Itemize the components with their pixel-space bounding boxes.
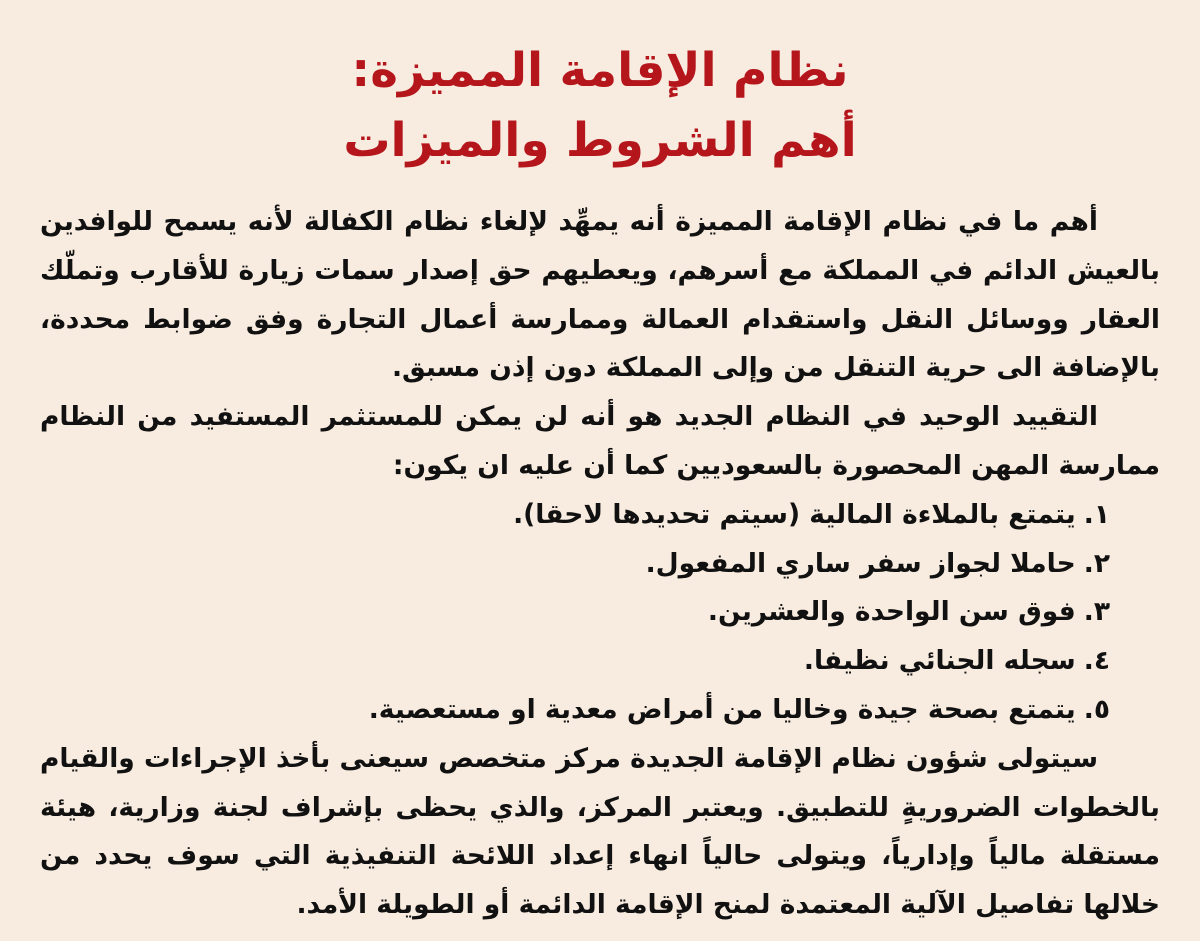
condition-text: يتمتع بالملاءة المالية (سيتم تحديدها لاحقا). <box>513 498 1076 530</box>
condition-number: ٢. <box>1083 547 1110 579</box>
condition-text: حاملا لجواز سفر ساري المفعول. <box>645 547 1076 579</box>
condition-text: فوق سن الواحدة والعشرين. <box>707 596 1076 628</box>
condition-number: ٥. <box>1083 693 1110 725</box>
condition-item-3 <box>40 588 1110 637</box>
condition-number: ٣. <box>1083 596 1110 628</box>
title-block <box>40 36 1160 176</box>
condition-number: ١. <box>1083 498 1110 530</box>
condition-number: ٤. <box>1083 645 1110 677</box>
title-line-2: أهم الشروط والميزات <box>343 113 857 168</box>
closing-paragraph: سيتولى شؤون نظام الإقامة الجديدة مركز متخصص سيعنى بأخذ الإجراءات والقيام بالخطوات الضروريةٍ للتطبيق. ويعتبر المركز، والذي يحظى بإشراف لجنة وزارية، هيئة مستقلة مالياً وإدارياً، ويتولى حالياً انهاء إعداد اللائحة التنفيذية التي سوف يحدد من خلالها تفاصيل الآلية المعتمدة لمنح الإقامة الدائمة أو الطويلة الأمد. <box>40 742 1160 921</box>
condition-item-2 <box>40 540 1110 589</box>
condition-item-4 <box>40 637 1110 686</box>
intro-paragraph: أهم ما في نظام الإقامة المميزة أنه يمهِّد لإلغاء نظام الكفالة لأنه يسمح للوافدين بالعيش الدائم في المملكة مع أسرهم، ويعطيهم حق إصدار سمات زيارة للأقارب وتملّك العقار ووسائل النقل واستقدام العمالة وممارسة أعمال التجارة وفق ضوابط محددة، بالإضافة الى حرية التنقل من وإلى المملكة دون إذن مسبق. <box>40 206 1160 384</box>
condition-text: يتمتع بصحة جيدة وخاليا من أمراض معدية او مستعصية. <box>368 693 1076 725</box>
condition-item-1 <box>40 491 1110 540</box>
title-line-1: نظام الإقامة المميزة: <box>351 43 849 98</box>
restriction-paragraph: التقييد الوحيد في النظام الجديد هو أنه لن يمكن للمستثمر المستفيد من النظام ممارسة المهن المحصورة بالسعوديين كما أن عليه ان يكون: <box>40 401 1160 481</box>
condition-item-5 <box>40 686 1110 735</box>
conditions-list <box>40 491 1160 735</box>
condition-text: سجله الجنائي نظيفا. <box>803 645 1076 677</box>
article-body <box>40 198 1160 930</box>
